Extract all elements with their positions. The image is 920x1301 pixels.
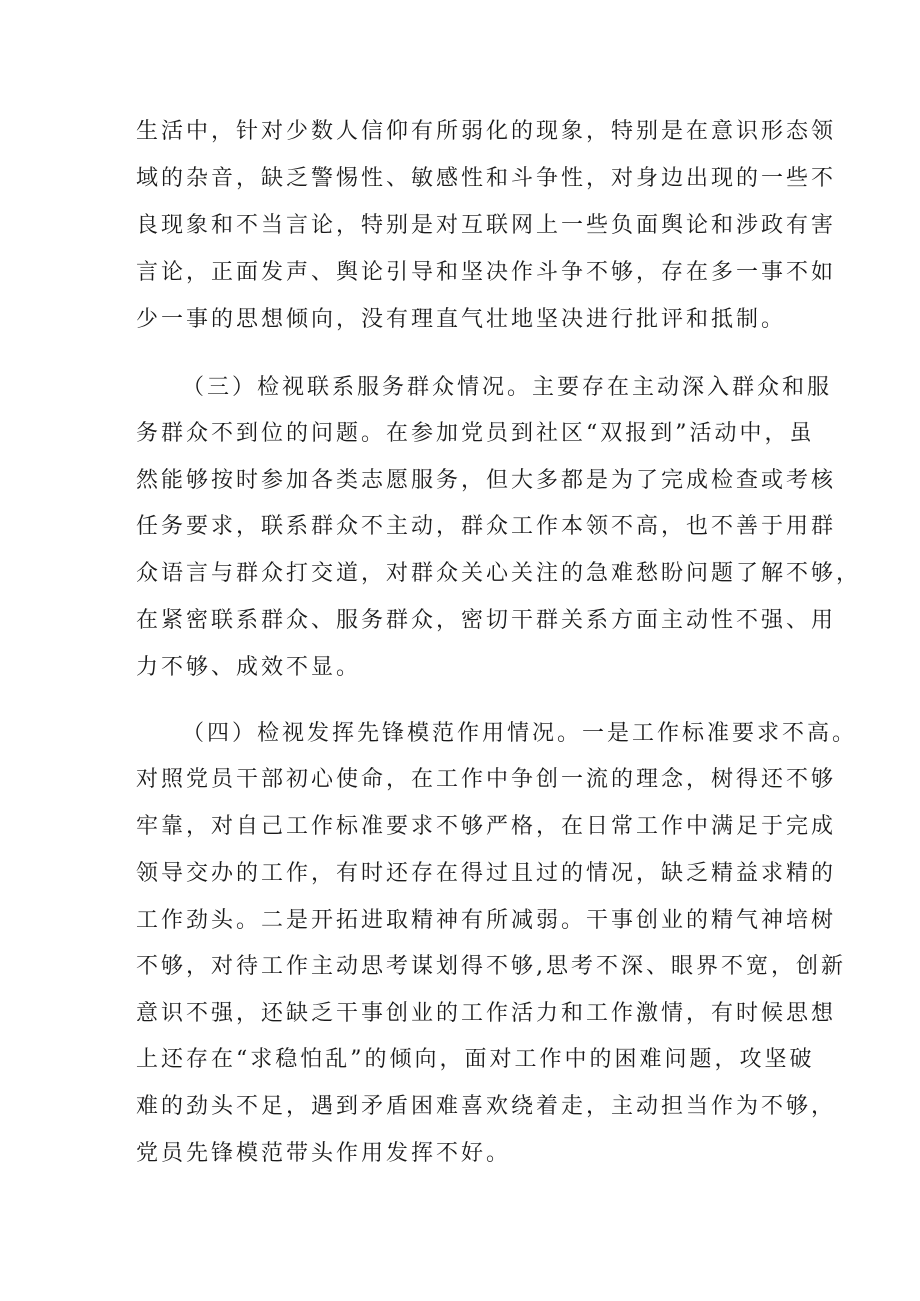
text-line: 生活中，针对少数人信仰有所弱化的现象，特别是在意识形态领 <box>136 119 837 144</box>
text-line: 然能够按时参加各类志愿服务，但大多都是为了完成检查或考核 <box>136 468 837 493</box>
section-heading-line: （三）检视联系服务群众情况。主要存在主动深入群众和服 <box>182 375 833 400</box>
text-line: 务群众不到位的问题。在参加党员到社区“双报到”活动中，虽 <box>136 421 815 446</box>
text-line: 工作劲头。二是开拓进取精神有所减弱。干事创业的精气神培树 <box>136 908 837 933</box>
text-line: 意识不强，还缺乏干事创业的工作活力和工作激情，有时候思想 <box>136 1001 837 1026</box>
text-line: 良现象和不当言论，特别是对互联网上一些负面舆论和涉政有害 <box>136 213 837 238</box>
text-line: 域的杂音，缺乏警惕性、敏感性和斗争性，对身边出现的一些不 <box>136 166 837 191</box>
text-line: 少一事的思想倾向，没有理直气壮地坚决进行批评和抵制。 <box>136 307 787 332</box>
text-line: 言论，正面发声、舆论引导和坚决作斗争不够，存在多一事不如 <box>136 260 837 285</box>
text-line: 不够，对待工作主动思考谋划得不够,思考不深、眼界不宽，创新 <box>136 954 846 979</box>
text-line: 党员先锋模范带头作用发挥不好。 <box>136 1141 512 1166</box>
text-line: 力不够、成效不显。 <box>136 655 362 680</box>
text-line: 上还存在“求稳怕乱”的倾向，面对工作中的困难问题，攻坚破 <box>136 1047 815 1072</box>
text-line: 对照党员干部初心使命，在工作中争创一流的理念，树得还不够 <box>136 767 837 792</box>
section-heading-line: （四）检视发挥先锋模范作用情况。一是工作标准要求不高。 <box>182 721 858 746</box>
text-line: 牢靠，对自己工作标准要求不够严格，在日常工作中满足于完成 <box>136 814 837 839</box>
text-line: 领导交办的工作，有时还存在得过且过的情况，缺乏精益求精的 <box>136 861 837 886</box>
text-line: 难的劲头不足，遇到矛盾困难喜欢绕着走，主动担当作为不够， <box>136 1094 837 1119</box>
text-line: 任务要求，联系群众不主动，群众工作本领不高，也不善于用群 <box>136 514 837 539</box>
text-line: 在紧密联系群众、服务群众，密切干群关系方面主动性不强、用 <box>136 608 837 633</box>
text-line: 众语言与群众打交道，对群众关心关注的急难愁盼问题了解不够， <box>136 561 862 586</box>
